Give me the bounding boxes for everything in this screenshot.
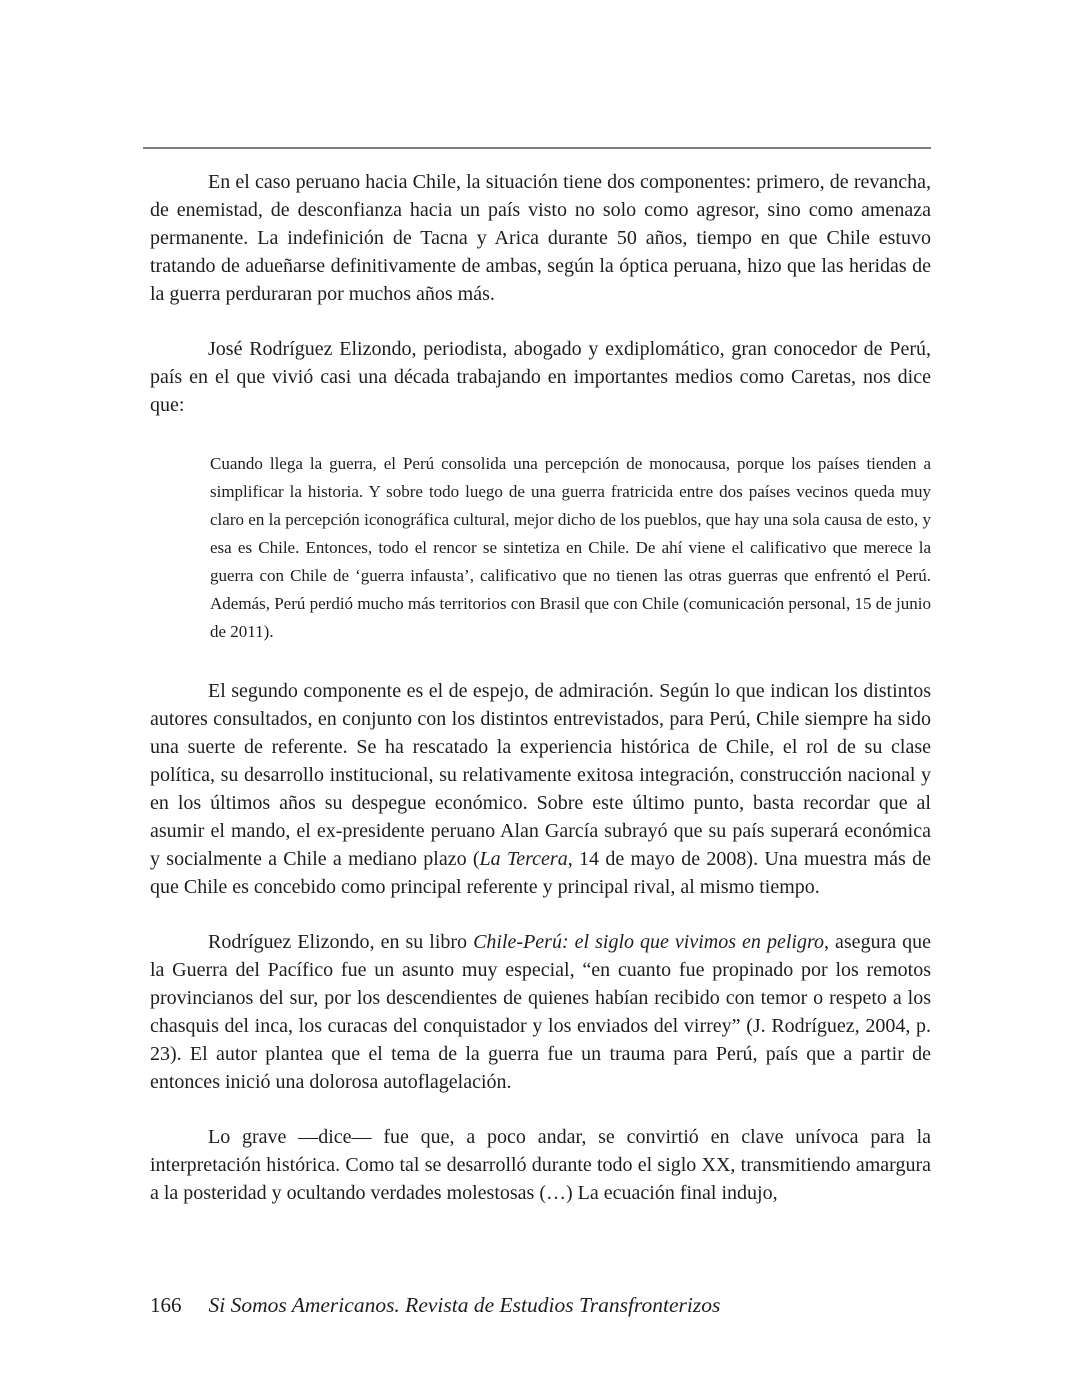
- blockquote: [210, 450, 931, 646]
- italic-text-run: La Tercera: [479, 848, 568, 870]
- page-number: 166: [150, 1293, 182, 1317]
- journal-title: Si Somos Americanos. Revista de Estudios Transfronterizos: [208, 1293, 721, 1317]
- text-run: , asegura que la Guerra del Pacífico fue un asunto muy especial, “en cuanto fue propinado por los remotos provincianos del sur, por los descendientes de quienes habían recibido con temor o respeto a los chasquis del inca, los curacas del conquistador y los enviados del virrey” (J. Rodríguez, 2004, p. 23). El autor plantea que el tema de la guerra fue un trauma para Perú, país que a partir de entonces inició una dolorosa autoflagelación.: [150, 931, 932, 1093]
- italic-text-run: Chile-Perú: el siglo que vivimos en peligro: [473, 931, 824, 953]
- page-body: [150, 168, 931, 1234]
- text-run: En el caso peruano hacia Chile, la situación tiene dos componentes: primero, de revancha, de enemistad, de desconfianza hacia un país visto no solo como agresor, sino como amenaza permanente. La indefinición de Tacna y Arica durante 50 años, tiempo en que Chile estuvo tratando de adueñarse definitivamente de ambas, según la óptica peruana, hizo que las heridas de la guerra perduraran por muchos años más.: [150, 171, 931, 305]
- text-run: , 14 de mayo de 2008). Una muestra más de que Chile es concebido como principal referente y principal rival, al mismo tiempo.: [150, 848, 931, 898]
- top-rule: [143, 147, 931, 149]
- text-run: Rodríguez Elizondo, en su libro: [208, 931, 474, 953]
- text-run: Cuando llega la guerra, el Perú consolida una percepción de monocausa, porque los países tienden a simplificar la historia. Y sobre todo luego de una guerra fratricida entre dos países vecinos queda muy claro en la percepción iconográfica cultural, mejor dicho de los pueblos, que hay una sola causa de esto, y esa es Chile. Entonces, todo el rencor se sintetiza en Chile. De ahí viene el calificativo que merece la guerra con Chile de ‘guerra infausta’, calificativo que no tienen las otras guerras que enfrentó el Perú. Además, Perú perdió mucho más territorios con Brasil que con Chile (comunicación personal, 15 de junio de 2011).: [210, 454, 931, 641]
- paragraph: [150, 168, 931, 308]
- paragraph: [150, 928, 931, 1096]
- paragraph: [150, 335, 931, 419]
- text-run: José Rodríguez Elizondo, periodista, abogado y exdiplomático, gran conocedor de Perú, país en el que vivió casi una década trabajando en importantes medios como Caretas, nos dice que:: [150, 338, 931, 416]
- page-footer: [150, 1291, 931, 1319]
- paragraph: [150, 677, 931, 901]
- text-run: Lo grave —dice— fue que, a poco andar, se convirtió en clave unívoca para la interpretación histórica. Como tal se desarrolló durante todo el siglo XX, transmitiendo amargura a la posteridad y ocultando verdades molestosas (…) La ecuación final indujo,: [150, 1126, 931, 1204]
- text-run: El segundo componente es el de espejo, de admiración. Según lo que indican los distintos autores consultados, en conjunto con los distintos entrevistados, para Perú, Chile siempre ha sido una suerte de referente. Se ha rescatado la experiencia histórica de Chile, el rol de su clase política, su desarrollo institucional, su relativamente exitosa integración, construcción nacional y en los últimos años su despegue económico. Sobre este último punto, basta recordar que al asumir el mando, el ex-presidente peruano Alan García subrayó que su país superará económica y socialmente a Chile a mediano plazo (: [150, 680, 931, 870]
- paragraph: [150, 1123, 931, 1207]
